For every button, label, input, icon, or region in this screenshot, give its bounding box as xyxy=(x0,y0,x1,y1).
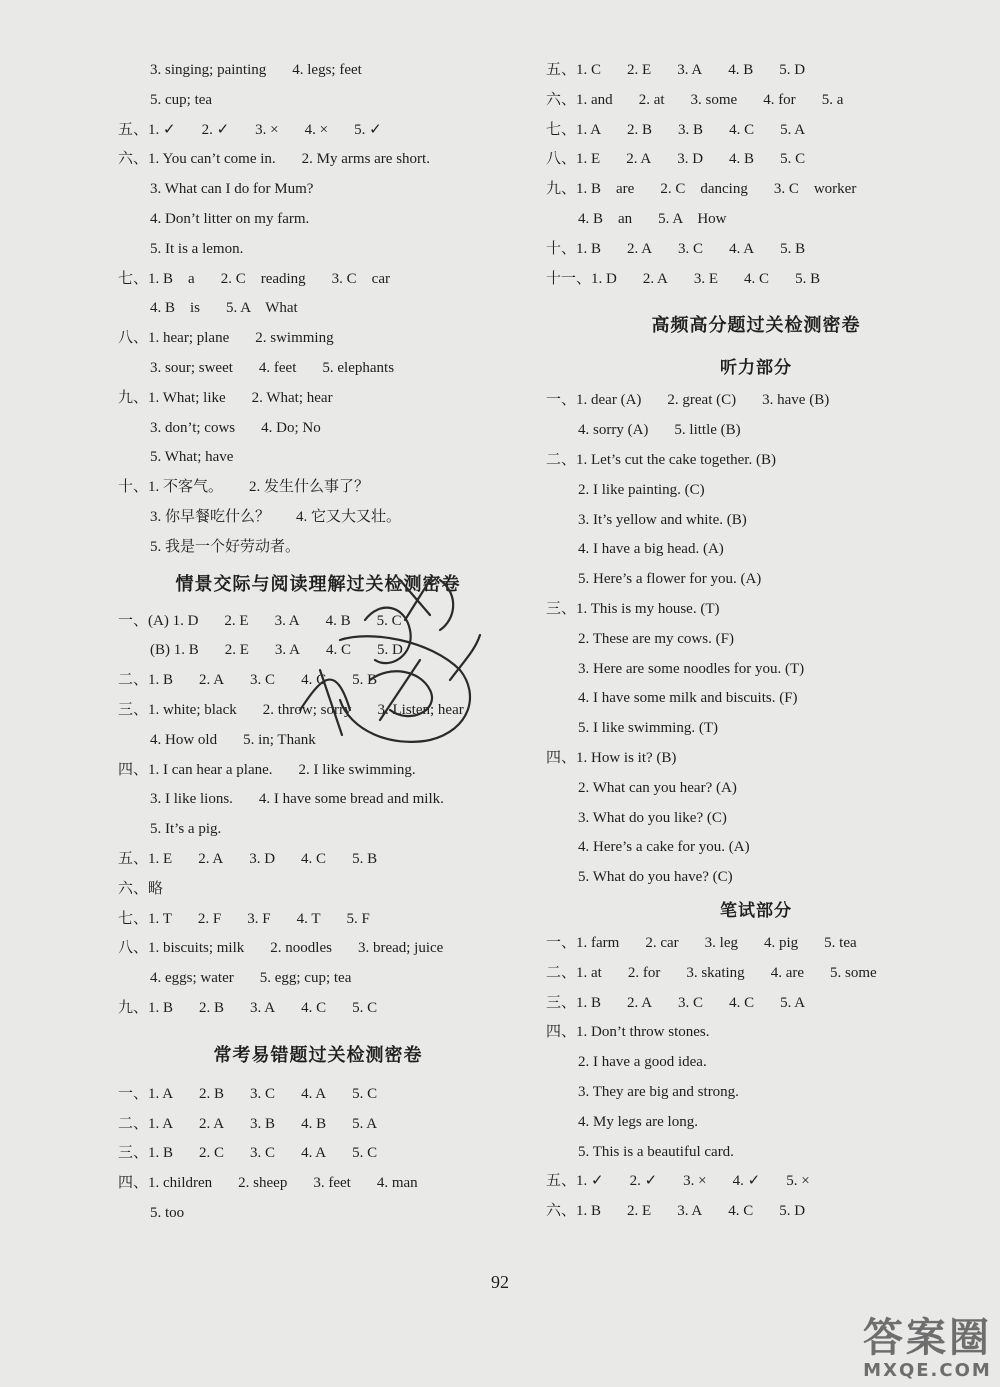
answer-line xyxy=(546,535,966,565)
answer-item: 1. E xyxy=(576,151,601,168)
answer-item: 2. car xyxy=(645,934,679,951)
answer-line xyxy=(118,265,518,295)
answer-item: 3. C xyxy=(250,1145,276,1162)
answer-item: 5. some xyxy=(830,964,877,981)
page-number: 92 xyxy=(491,1272,509,1292)
answer-item: 4. eggs; water xyxy=(150,970,234,987)
answer-item: 5. 我是一个好劳动者。 xyxy=(150,538,301,555)
answer-item: 5. × xyxy=(786,1173,810,1190)
question-group-label: 十、 xyxy=(546,240,577,257)
answer-line xyxy=(546,565,966,595)
question-group-label: 二、 xyxy=(118,672,149,689)
answer-line xyxy=(118,815,518,845)
answer-item: 2. A xyxy=(627,994,653,1011)
answer-line xyxy=(118,384,518,414)
answer-item: 3. singing; painting xyxy=(150,62,267,78)
question-group-label: 六、 xyxy=(118,880,149,897)
answer-item: 4. C xyxy=(301,850,327,867)
answer-item: 1. What; like xyxy=(148,389,226,406)
answer-item: 3. skating xyxy=(686,964,745,981)
answer-item: 2. B xyxy=(199,999,225,1016)
answer-line xyxy=(118,905,518,935)
answer-item: 5. too xyxy=(150,1204,185,1221)
question-group-label: 六、 xyxy=(546,91,577,108)
answer-item: 3. feet xyxy=(313,1175,351,1192)
answer-item: 4. B an xyxy=(578,210,633,227)
answer-line xyxy=(118,994,518,1024)
answer-line xyxy=(546,446,966,476)
answer-item: 4. feet xyxy=(258,359,297,376)
answer-item: 1. white; black xyxy=(148,701,237,718)
answer-item: 4. B xyxy=(325,612,351,629)
answer-line xyxy=(118,875,518,905)
answer-item: 5. in; Thank xyxy=(243,731,316,748)
answer-line xyxy=(118,934,518,964)
answer-item: 1. children xyxy=(148,1175,213,1192)
answer-item: 2. E xyxy=(224,612,249,629)
answer-item: 2. great (C) xyxy=(667,392,737,409)
answer-line xyxy=(546,655,966,685)
question-group-label: 十一、 xyxy=(546,270,592,287)
question-group-label: 四、 xyxy=(546,1024,577,1041)
answer-item: 5. B xyxy=(352,672,378,689)
answer-item: 5. D xyxy=(779,1203,806,1220)
answer-line xyxy=(118,533,518,563)
question-group-label: 二、 xyxy=(546,964,577,981)
answer-item: 3. 你早餐吃什么？ xyxy=(150,508,271,525)
answer-item: 4. C xyxy=(728,1203,754,1220)
question-group-label: 九、 xyxy=(118,999,149,1016)
answer-item: 1. hear; plane xyxy=(148,330,230,347)
answer-item: 3. sour; sweet xyxy=(150,359,233,376)
answer-item: 3. bread; juice xyxy=(357,940,444,957)
answer-line xyxy=(546,1167,966,1197)
answer-item: 4. ✓ xyxy=(732,1173,761,1190)
question-group-label: 七、 xyxy=(118,270,149,287)
answer-item: 2. What; hear xyxy=(251,389,333,406)
answer-line xyxy=(546,56,966,86)
answer-item: 5. D xyxy=(779,62,806,78)
question-group-label: 九、 xyxy=(546,181,577,198)
question-group-label: 一、 xyxy=(118,612,149,629)
answer-item: 3. I like lions. xyxy=(150,791,233,808)
answer-item: 2. E xyxy=(627,62,652,78)
answer-item: 1. ✓ xyxy=(576,1173,604,1190)
answer-item: 3. C xyxy=(678,994,704,1011)
answer-item: 1. B a xyxy=(148,270,195,287)
answer-item: 5. egg; cup; tea xyxy=(259,970,352,987)
answer-item: 1. T xyxy=(148,910,172,927)
answer-item: 1. dear (A) xyxy=(576,392,642,409)
answer-item: 1. 不客气。 xyxy=(148,479,224,496)
answer-item: 4. T xyxy=(296,910,321,927)
answer-item: 2. noodles xyxy=(270,940,332,957)
answer-line xyxy=(118,785,518,815)
question-group-label: 七、 xyxy=(546,121,577,138)
question-group-label: 六、 xyxy=(546,1203,577,1220)
answer-item: 4. C xyxy=(744,270,770,287)
answer-item: 5. C xyxy=(352,999,378,1016)
answer-item: 1. You can’t come in. xyxy=(148,151,276,168)
answer-item: 3. C xyxy=(250,1085,276,1102)
answer-line xyxy=(546,833,966,863)
answer-line xyxy=(546,145,966,175)
answer-item: 2. ✓ xyxy=(629,1173,658,1190)
answer-item: 5. What; have xyxy=(150,449,234,466)
answer-item: 5. B xyxy=(795,270,821,287)
answer-item: 1. ✓ xyxy=(148,121,176,138)
answer-item: 5. A What xyxy=(226,300,298,317)
answer-line xyxy=(546,929,966,959)
answer-item: 3. D xyxy=(677,151,704,168)
answer-item: 5. This is a beautiful card. xyxy=(578,1143,734,1160)
answer-line xyxy=(118,324,518,354)
answer-item: 3. What do you like? (C) xyxy=(578,809,727,826)
answer-item: 4. C xyxy=(729,994,755,1011)
answer-item: 2. A xyxy=(626,151,652,168)
question-group-label: 五、 xyxy=(118,850,149,867)
answer-item: 4. A xyxy=(301,1145,327,1162)
answer-line xyxy=(546,416,966,446)
answer-item: 3. Here are some noodles for you. (T) xyxy=(578,660,805,677)
answer-item: 3. F xyxy=(247,910,271,927)
answer-item: 1. B xyxy=(576,994,602,1011)
answer-item: 5. A xyxy=(352,1115,378,1132)
answer-item: 2. A xyxy=(642,270,668,287)
answer-item: 4. C xyxy=(301,999,327,1016)
answer-item: 4. for xyxy=(763,91,796,108)
answer-item: 5. C xyxy=(376,612,402,629)
answer-item: 3. D xyxy=(249,850,276,867)
answer-item: 1. biscuits; milk xyxy=(148,940,245,957)
answer-line xyxy=(118,473,518,503)
answer-line xyxy=(546,1018,966,1048)
answer-item: 3. don’t; cows xyxy=(150,419,236,436)
answer-item: 2. for xyxy=(627,964,661,981)
question-group-label: 四、 xyxy=(118,1175,149,1192)
answer-line xyxy=(118,756,518,786)
answer-line xyxy=(118,294,518,324)
answer-item: 5. cup; tea xyxy=(150,91,213,108)
question-group-label: 三、 xyxy=(118,701,149,718)
answer-item: 5. It is a lemon. xyxy=(150,240,244,257)
question-group-label: 十、 xyxy=(118,479,149,496)
answer-line xyxy=(546,476,966,506)
answer-item: 2. C xyxy=(199,1145,225,1162)
question-group-label: 八、 xyxy=(118,940,149,957)
answer-line xyxy=(118,443,518,473)
answer-item: 3. They are big and strong. xyxy=(578,1083,739,1100)
answer-item: 2. throw; sorry xyxy=(262,701,352,718)
answer-item: 3. × xyxy=(255,121,279,138)
question-group-label: 五、 xyxy=(546,1173,577,1190)
answer-item: 4. B xyxy=(301,1115,327,1132)
answer-item: 2. My arms are short. xyxy=(301,151,430,168)
answer-line xyxy=(546,265,966,295)
answer-line xyxy=(118,1199,518,1229)
answer-item: 2. A xyxy=(199,672,225,689)
answer-item: 1. How is it? (B) xyxy=(576,749,677,766)
answer-line xyxy=(118,235,518,265)
answer-item: 1. This is my house. (T) xyxy=(576,600,720,617)
answer-item: 3. C xyxy=(250,672,276,689)
answer-line xyxy=(546,595,966,625)
answer-line xyxy=(118,414,518,444)
answer-line xyxy=(546,1078,966,1108)
answer-item: 4. C xyxy=(729,121,755,138)
section-heading: 常考易错题过关检测密卷 xyxy=(213,1044,423,1066)
answer-item: 5. elephants xyxy=(322,359,395,376)
section-heading: 高频高分题过关检测密卷 xyxy=(651,315,861,337)
answer-item: 4. Don’t litter on my farm. xyxy=(150,210,310,227)
answer-line xyxy=(118,1169,518,1199)
answer-item: 4. C xyxy=(325,642,351,659)
answer-item: 5. A xyxy=(780,994,806,1011)
answer-item: 3. What can I do for Mum? xyxy=(150,181,314,198)
answer-item: 1. B are xyxy=(576,181,635,198)
answer-line xyxy=(546,714,966,744)
answer-item: 1. farm xyxy=(576,934,620,951)
answer-item: 3. C car xyxy=(331,270,390,287)
question-group-label: 五、 xyxy=(118,121,149,138)
answer-item: 5. It’s a pig. xyxy=(150,821,222,838)
right-column xyxy=(546,56,966,1227)
answer-line xyxy=(546,235,966,265)
question-group-label: 九、 xyxy=(118,389,149,406)
answer-item: 3. Listen; hear xyxy=(377,701,464,718)
answer-item: 5. little (B) xyxy=(674,422,741,439)
answer-item: 2. ✓ xyxy=(201,121,230,138)
answer-item: 1. B xyxy=(148,999,174,1016)
answer-item: 2. B xyxy=(199,1085,225,1102)
answer-item: 略 xyxy=(148,880,164,897)
answer-item: 2. A xyxy=(199,1115,225,1132)
answer-item: 5. C xyxy=(352,1145,378,1162)
answer-item: 1. I can hear a plane. xyxy=(148,761,273,778)
answer-item: 4. A xyxy=(729,240,755,257)
answer-line xyxy=(546,86,966,116)
answer-line xyxy=(118,845,518,875)
answer-line xyxy=(546,625,966,655)
answer-item: 1. Let’s cut the cake together. (B) xyxy=(576,451,776,468)
answer-item: 5. a xyxy=(821,91,844,108)
question-group-label: 三、 xyxy=(546,600,577,617)
question-group-label: 二、 xyxy=(546,451,577,468)
answer-item: 4. B xyxy=(728,62,754,78)
answer-item: 5. A How xyxy=(658,210,727,227)
answer-line xyxy=(118,205,518,235)
watermark-domain: MXQE.COM xyxy=(863,1360,992,1381)
answer-item: 5. ✓ xyxy=(354,121,382,138)
answer-item: 2. What can you hear? (A) xyxy=(578,779,737,796)
question-group-label: 二、 xyxy=(118,1115,149,1132)
answer-item: 2. I have a good idea. xyxy=(578,1054,707,1071)
answer-item: 4. pig xyxy=(763,934,799,951)
answer-item: 4. 它又大又壮。 xyxy=(296,508,402,525)
answer-item: 5. B xyxy=(352,850,378,867)
answer-line xyxy=(118,964,518,994)
answer-item: 2. E xyxy=(224,642,249,659)
answer-line xyxy=(546,1048,966,1078)
answer-line xyxy=(546,205,966,235)
answer-item: 3. C worker xyxy=(773,181,857,198)
answer-item: 3. E xyxy=(693,270,719,287)
answer-item: 4. My legs are long. xyxy=(578,1113,698,1130)
answer-item: 2. 发生什么事了？ xyxy=(249,479,370,496)
answer-item: 2. These are my cows. (F) xyxy=(578,630,734,647)
answer-line xyxy=(546,863,966,893)
answer-item: 5. D xyxy=(376,642,403,659)
answer-item: 1. at xyxy=(576,964,602,981)
answer-item: 3. A xyxy=(677,1203,703,1220)
answer-line xyxy=(118,1110,518,1140)
question-group-label: 七、 xyxy=(118,910,149,927)
answer-item: 1. B xyxy=(576,1203,602,1220)
question-group-label: 一、 xyxy=(546,934,577,951)
answer-item: 4. I have some milk and biscuits. (F) xyxy=(578,690,798,707)
watermark xyxy=(863,1316,992,1381)
answer-line xyxy=(546,959,966,989)
answer-item: 3. It’s yellow and white. (B) xyxy=(578,511,747,528)
answer-item: 2. I like swimming. xyxy=(298,761,416,778)
answer-item: 4. sorry (A) xyxy=(578,422,649,439)
answer-item: 1. A xyxy=(148,1085,174,1102)
answer-item: 4. × xyxy=(304,121,329,138)
answer-line xyxy=(546,386,966,416)
answer-item: 2. at xyxy=(638,91,665,108)
answer-line xyxy=(118,503,518,533)
answer-item: 3. B xyxy=(250,1115,276,1132)
answer-item: 3. A xyxy=(250,999,276,1016)
answer-item: 3. A xyxy=(274,642,300,659)
answer-item: 4. C xyxy=(301,672,327,689)
answer-item: 2. A xyxy=(627,240,653,257)
answer-line xyxy=(118,354,518,384)
answer-item: 1. A xyxy=(148,1115,174,1132)
answer-line xyxy=(118,1080,518,1110)
section-heading: 笔试部分 xyxy=(720,900,792,921)
watermark-main: 答案圈 xyxy=(863,1315,992,1361)
section-heading: 情景交际与阅读理解过关检测密卷 xyxy=(175,573,461,595)
question-group-label: 四、 xyxy=(546,749,577,766)
answer-line xyxy=(118,175,518,205)
answer-line xyxy=(546,774,966,804)
answer-line xyxy=(118,86,518,116)
answer-item: 5. B xyxy=(780,240,806,257)
answer-item: 4. are xyxy=(770,964,804,981)
answer-item: 2. F xyxy=(197,910,222,927)
answer-item: 1. and xyxy=(576,91,613,108)
answer-item: 4. Here’s a cake for you. (A) xyxy=(578,839,750,856)
answer-item: 2. swimming xyxy=(255,330,334,347)
question-group-label: 三、 xyxy=(546,994,577,1011)
answer-item: 2. C reading xyxy=(220,270,306,287)
answer-line xyxy=(546,1108,966,1138)
question-group-label: 八、 xyxy=(118,330,149,347)
answer-item: 3. have (B) xyxy=(762,392,830,409)
answer-item: 5. tea xyxy=(824,934,857,951)
answer-item: 1. D xyxy=(591,270,617,287)
answer-item: 1. B xyxy=(148,672,174,689)
answer-item: 4. A xyxy=(301,1085,327,1102)
question-group-label: 三、 xyxy=(118,1145,149,1162)
answer-item: 4. man xyxy=(376,1175,418,1192)
section-heading: 听力部分 xyxy=(720,358,792,379)
answer-item: 1. B xyxy=(148,1145,174,1162)
answer-item: 2. E xyxy=(627,1203,652,1220)
answer-line xyxy=(118,1139,518,1169)
answer-item: 3. A xyxy=(677,62,703,78)
answer-item: 1. E xyxy=(148,850,173,867)
answer-line xyxy=(546,684,966,714)
answer-item: 5. C xyxy=(352,1085,378,1102)
answer-line xyxy=(118,145,518,175)
handwriting-scribble xyxy=(280,560,490,750)
question-group-label: 六、 xyxy=(118,151,149,168)
answer-item: 2. C dancing xyxy=(660,181,748,198)
answer-line xyxy=(546,804,966,834)
answer-item: 4. How old xyxy=(150,731,218,748)
answer-line xyxy=(118,56,518,86)
answer-item: 4. Do; No xyxy=(261,419,321,436)
answer-item: 4. B is xyxy=(150,300,201,317)
answer-item: 4. B xyxy=(729,151,755,168)
answer-item: 5. I like swimming. (T) xyxy=(578,720,718,737)
answer-item: 1. B xyxy=(576,240,602,257)
answer-item: 1. C xyxy=(576,62,602,78)
answer-item: 1. A xyxy=(576,121,602,138)
answer-line xyxy=(546,1138,966,1168)
answer-line xyxy=(546,989,966,1019)
answer-item: 2. I like painting. (C) xyxy=(578,481,705,498)
answer-item: 5. Here’s a flower for you. (A) xyxy=(578,571,762,588)
answer-item: 4. I have a big head. (A) xyxy=(578,541,724,558)
answer-item: 3. B xyxy=(678,121,704,138)
answer-item: 4. legs; feet xyxy=(292,62,362,78)
answer-item: 2. B xyxy=(627,121,653,138)
answer-item: 2. A xyxy=(198,850,224,867)
question-group-label: 八、 xyxy=(546,151,577,168)
answer-line xyxy=(546,116,966,146)
answer-line xyxy=(118,116,518,146)
answer-line xyxy=(546,506,966,536)
answer-item: 4. I have some bread and milk. xyxy=(258,791,444,808)
question-group-label: 一、 xyxy=(118,1085,149,1102)
answer-item: (B) 1. B xyxy=(150,642,199,659)
answer-item: 3. some xyxy=(690,91,738,108)
answer-item: 5. A xyxy=(780,121,806,138)
answer-line xyxy=(546,1197,966,1227)
question-group-label: 五、 xyxy=(546,62,577,78)
answer-item: 3. leg xyxy=(704,934,738,951)
answer-item: 3. × xyxy=(683,1173,707,1190)
answer-item: 5. C xyxy=(780,151,806,168)
answer-item: 1. Don’t throw stones. xyxy=(576,1024,710,1041)
answer-item: 5. F xyxy=(346,910,370,927)
question-group-label: 四、 xyxy=(118,761,149,778)
answer-line xyxy=(546,744,966,774)
answer-item: 3. C xyxy=(678,240,704,257)
answer-item: (A) 1. D xyxy=(148,612,199,629)
question-group-label: 一、 xyxy=(546,392,577,409)
answer-line xyxy=(546,175,966,205)
answer-item: 3. A xyxy=(274,612,300,629)
answer-item: 5. What do you have? (C) xyxy=(578,869,733,886)
answer-item: 2. sheep xyxy=(238,1175,288,1192)
